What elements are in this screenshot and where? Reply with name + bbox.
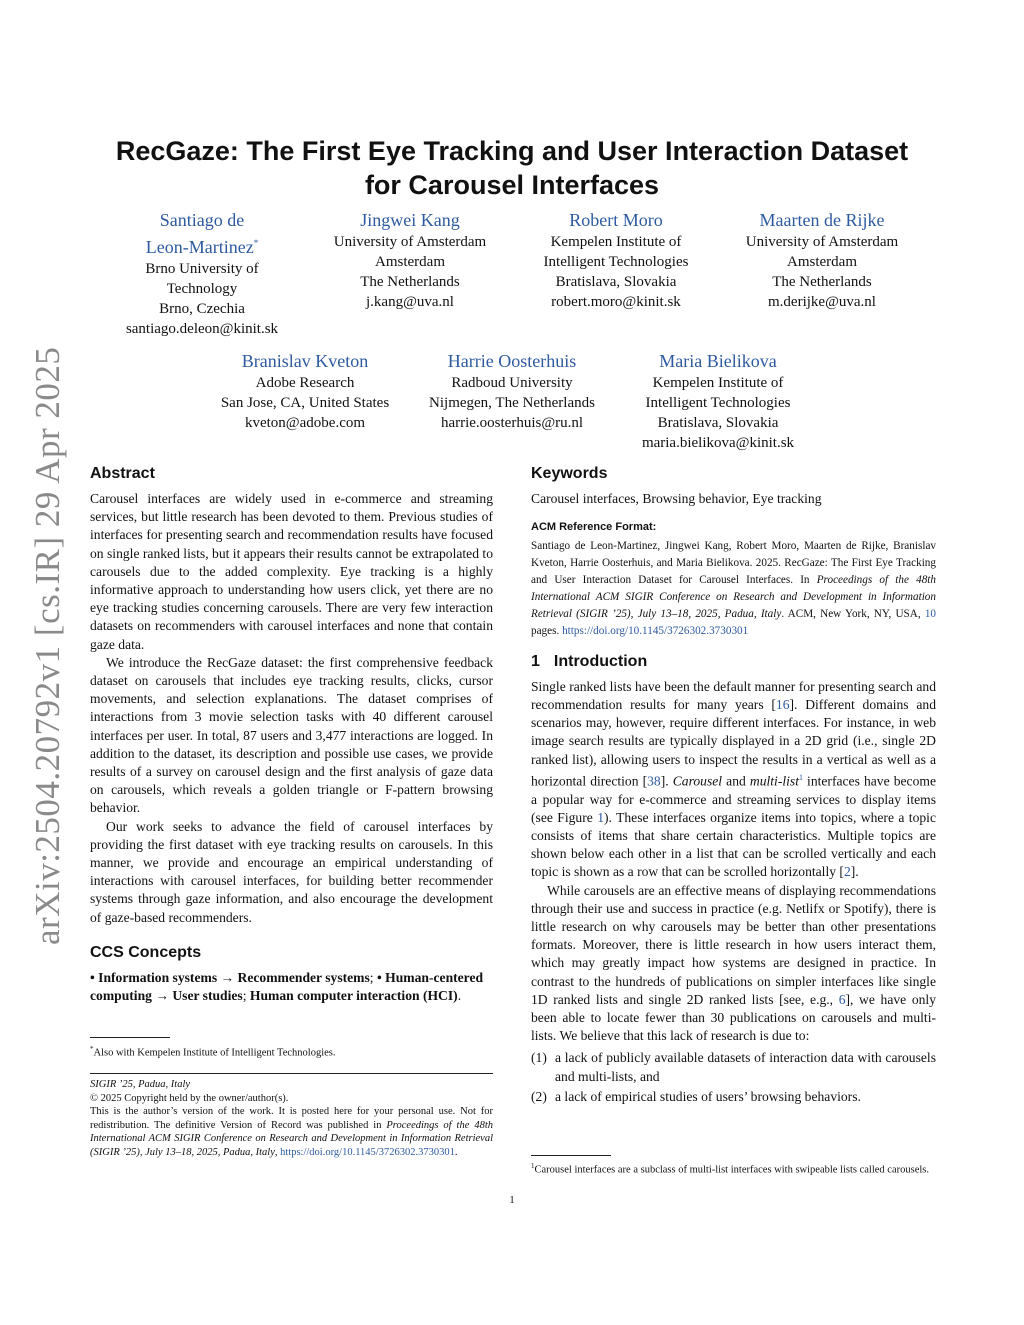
copyright-block: SIGIR ’25, Padua, Italy © 2025 Copyright held by the owner/author(s). This is the author’s version of the work. It is posted here for your personal use. Not for redistribution. The definitive Version of Record was published in Proceedings of the 48th International ACM SIGIR Conference on Research and Development in Information Retrieval (SIGIR ’25), July 13–18, 2025, Padua, Italy, https://doi.org/10.1145/3726302.3730301. <box>90 1079 493 1158</box>
author-block: Branislav Kveton Adobe Research San Jose, CA, United States kveton@adobe.com <box>205 350 405 433</box>
citation-link[interactable]: 6 <box>838 991 846 1007</box>
abstract-paragraph: Our work seeks to advance the field of carousel interfaces by providing the first dataset with eye tracking results on carousels. In this manner, we provide and encourage an empirical understanding of interactions with carousel interfaces, for building better recommender systems through gaze information, and also encourage the development of gaze-based recommenders. <box>90 818 493 925</box>
author-block: Jingwei Kang University of Amsterdam Amsterdam The Netherlands j.kang@uva.nl <box>310 209 510 312</box>
paper-title <box>100 134 924 202</box>
abstract-heading: Abstract <box>90 465 155 482</box>
figure-link[interactable]: 1 <box>597 809 604 825</box>
left-column <box>90 464 493 1005</box>
copyright-rule <box>90 1073 493 1074</box>
intro-list <box>531 1049 936 1106</box>
list-item: (1) a lack of publicly available datasets of interaction data with carousels and multi-lists, and <box>531 1050 936 1084</box>
author-block: Maarten de Rijke University of Amsterdam Amsterdam The Netherlands m.derijke@uva.nl <box>722 209 922 312</box>
author-name[interactable]: Branislav Kveton <box>241 351 369 371</box>
arxiv-stamp: arXiv:2504.20792v1 [cs.IR] 29 Apr 2025 <box>28 346 67 945</box>
author-name[interactable]: Robert Moro <box>569 210 663 230</box>
intro-paragraph: Single ranked lists have been the default manner for presenting search and recommendation results for many years [16]. Different domains and scenarios may, however, require different interfaces. For instance, in web image search results are typically displayed in a 2D grid (i.e., single 2D ranked list), allowing users to inspect the results in a vertical as well as a horizontal direction [38]. Carousel and multi-list$^1$ interfaces have become a popular way for e-commerce and streaming services to display items (see Figure 1). These interfaces organize items into topics, where a topic consists of items that share certain characteristics. Multiple topics are shown below each other in a list that can be scrolled vertically and each topic is shown as a row that can be scrolled horizontally [2]. <box>531 678 936 880</box>
citation-link[interactable]: 2 <box>843 864 851 880</box>
list-item: (2) a lack of empirical studies of users’ browsing behaviors. <box>531 1088 861 1104</box>
pages-link[interactable]: 10 <box>924 608 937 621</box>
author-name[interactable]: Santiago de <box>159 210 245 230</box>
abstract-paragraph: We introduce the RecGaze dataset: the first comprehensive feedback dataset on carousels that includes eye tracking results, clicks, cursor movements, and selection explanations. The dataset comprises of interactions from 3 movie selection tasks with 40 different carousel interfaces per user. In total, 87 users and 3,477 interactions are logged. In addition to the dataset, its description and possible use cases, we provide results of a survey on carousel design and the first analysis of gaze data on carousels, which reveals a golden triangle or F-pattern browsing behavior. <box>90 654 493 816</box>
title-line-1: RecGaze: The First Eye Tracking and User Interaction Dataset <box>115 136 909 166</box>
acm-doi-link[interactable]: https://doi.org/10.1145/3726302.3730301 <box>562 624 749 637</box>
citation-link[interactable]: 16 <box>775 697 790 713</box>
author-name[interactable]: Harrie Oosterhuis <box>447 351 577 371</box>
abstract-paragraph: Carousel interfaces are widely used in e-commerce and streaming services, but little research has been devoted to them. Previous studies of interfaces for presenting search and recommendation results have focused on single ranked lists, but it appears their results cannot be extrapolated to carousels due to the added complexity. Eye tracking is a highly informative approach to understanding how users click, yet there are no eye tracking studies concerning carousels. There are very few interaction datasets on recommenders with carousel interfaces and none that contain gaze data. <box>90 491 493 652</box>
author-name[interactable]: Jingwei Kang <box>360 210 460 230</box>
keywords-text: Carousel interfaces, Browsing behavior, Eye tracking <box>531 491 822 506</box>
author-name[interactable]: Maarten de Rijke <box>759 210 885 230</box>
author-block: Robert Moro Kempelen Institute of Intelligent Technologies Bratislava, Slovakia robert.moro@kinit.sk <box>516 209 716 312</box>
footnote-1: $^1$Carousel interfaces are a subclass of multi-list interfaces with swipeable lists called carousels. <box>531 1162 929 1176</box>
intro-heading: 1 Introduction <box>531 652 648 670</box>
intro-paragraph: While carousels are an effective means of displaying recommendations through their use and success in practice (e.g. Netlifx or Spotify), there is little research on why carousels may be better than other presentations formats. Moreover, there is little research in how users interact them, which may greatly impact how systems are designed in practice. In contrast to the hundreds of publications on simpler interfaces like single 1D ranked lists and single 2D ranked lists [see, e.g., 6], we have only been able to locate fewer than 30 publications on carousels and multi-lists. We believe that this lack of research is due to: <box>531 882 936 1044</box>
right-column <box>531 464 936 1106</box>
footnote-affiliation: *Also with Kempelen Institute of Intelligent Technologies. <box>90 1045 336 1059</box>
author-block: Santiago de Leon-Martinez* Brno University of Technology Brno, Czechia santiago.deleon@kinit.sk <box>102 209 302 339</box>
keywords-heading: Keywords <box>531 465 608 482</box>
ccs-concepts: • Information systems → Recommender systems; • Human-centered computing → User studies; Human computer interaction (HCI). <box>90 969 484 1004</box>
footnote-rule <box>531 1155 611 1156</box>
author-name[interactable]: Leon-Martinez* <box>145 237 259 257</box>
author-block: Maria Bielikova Kempelen Institute of Intelligent Technologies Bratislava, Slovakia maria.bielikova@kinit.sk <box>618 350 818 453</box>
title-line-2: for Carousel Interfaces <box>364 170 660 200</box>
footnote-link[interactable]: 1 <box>798 772 803 782</box>
page-number: 1 <box>509 1194 515 1206</box>
ccs-heading: CCS Concepts <box>90 943 202 961</box>
citation-link[interactable]: 38 <box>647 773 661 789</box>
doi-link[interactable]: https://doi.org/10.1145/3726302.3730301 <box>280 1146 455 1158</box>
footnote-rule <box>90 1037 170 1038</box>
author-block: Harrie Oosterhuis Radboud University Nijmegen, The Netherlands harrie.oosterhuis@ru.nl <box>412 350 612 433</box>
acm-ref-text: Santiago de Leon-Martinez, Jingwei Kang, Robert Moro, Maarten de Rijke, Branislav Kveton, Harrie Oosterhuis, and Maria Bielikova. 2025. RecGaze: The First Eye Tracking and User Interaction Dataset for Carousel Interfaces. In Proceedings of the 48th International ACM SIGIR Conference on Research and Development in Information Retrieval (SIGIR ’25), July 13–18, 2025, Padua, Italy. ACM, New York, NY, USA, 10 pages. https://doi.org/10.1145/3726302.3730301 <box>531 540 937 637</box>
acm-ref-heading: ACM Reference Format: <box>531 521 657 534</box>
author-name[interactable]: Maria Bielikova <box>659 351 777 371</box>
